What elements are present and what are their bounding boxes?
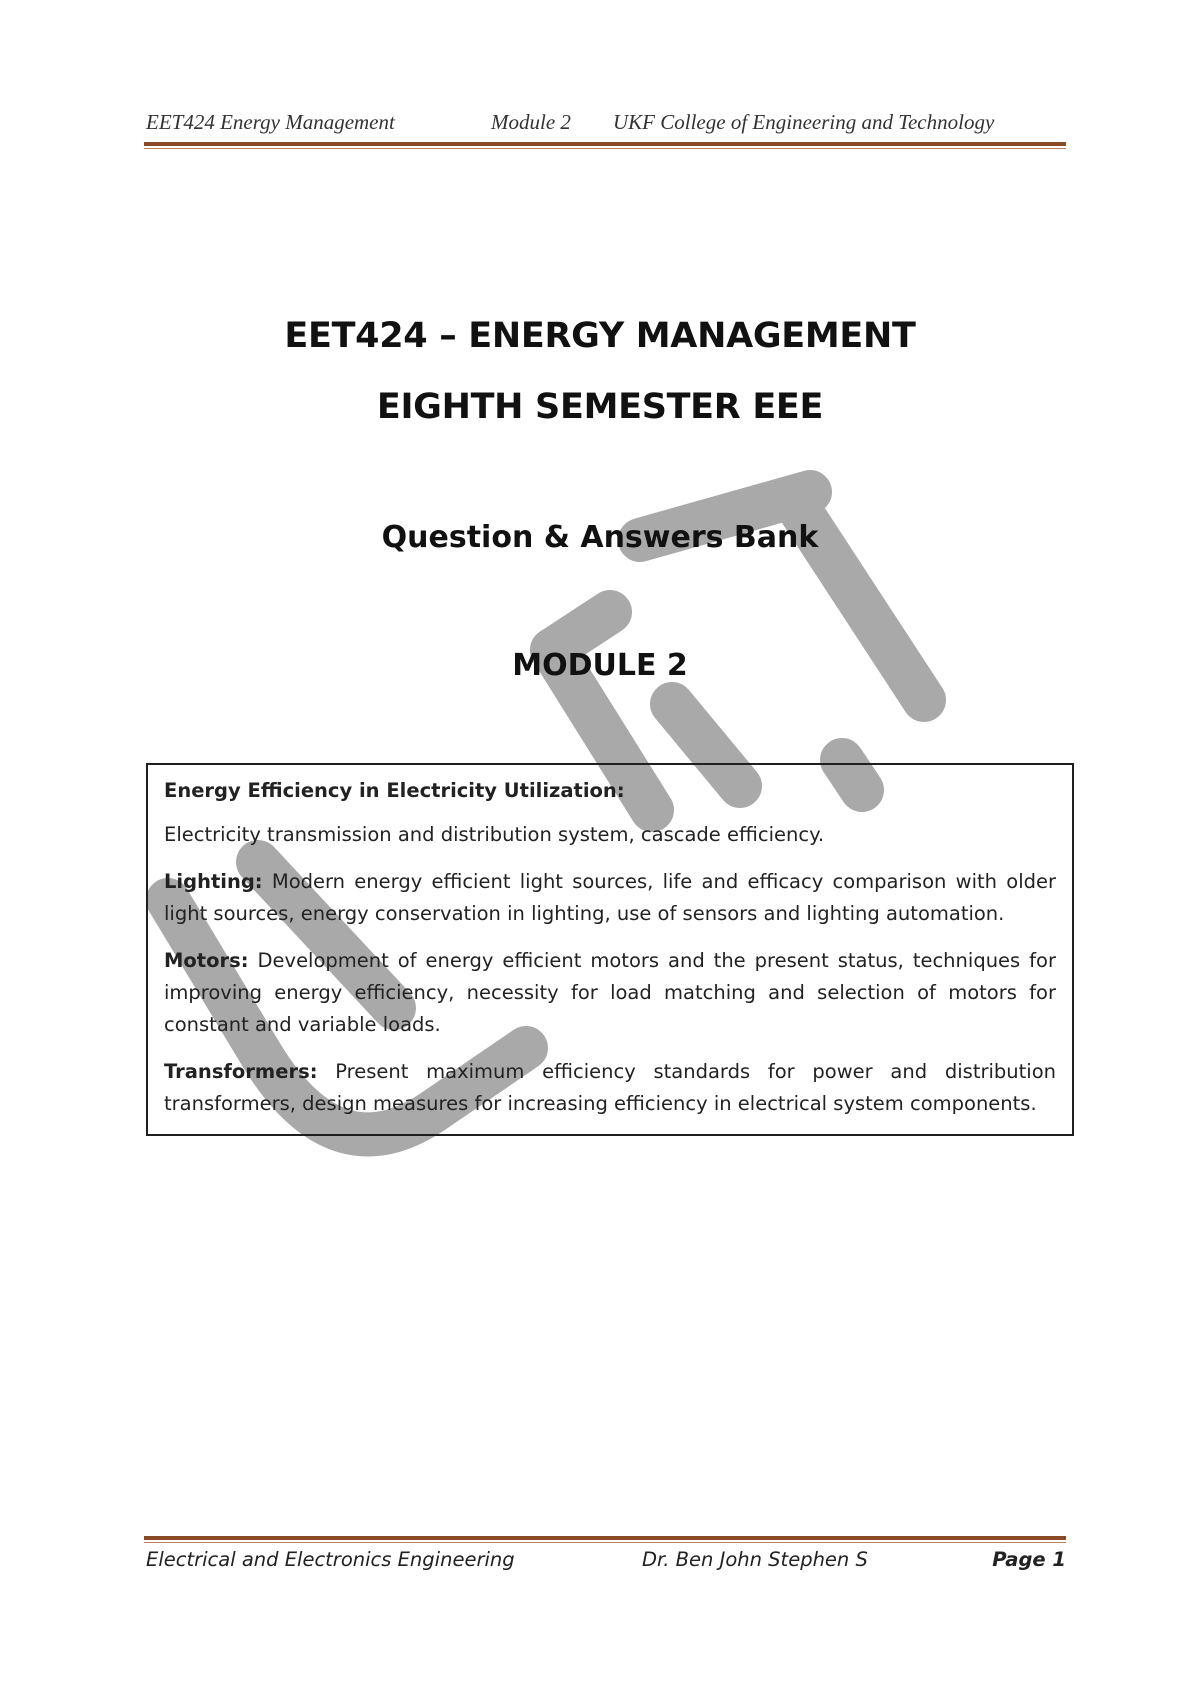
- watermark-letter-f-bar: [552, 612, 610, 650]
- syllabus-intro: Electricity transmission and distribution system, cascade efficiency.: [164, 823, 825, 846]
- header-module: Module 2: [491, 110, 571, 134]
- page-number: Page 1: [992, 1548, 1066, 1571]
- motors-label: Motors:: [164, 949, 249, 972]
- document-title: EET424 – ENERGY MANAGEMENT: [284, 316, 916, 356]
- lighting-text: Modern energy efficient light sources, life and efficacy comparison with older light sources, energy conservation in lighting, use of sensors and lighting automation.: [164, 870, 1056, 925]
- header-rule-thin: [144, 148, 1066, 149]
- syllabus-transformers: [164, 1056, 1056, 1120]
- footer-rule: [144, 1536, 1066, 1540]
- semester-title: EIGHTH SEMESTER EEE: [376, 387, 824, 427]
- syllabus-motors: [164, 945, 1056, 1041]
- footer-rule-thin: [144, 1542, 1066, 1543]
- subtitle: Question & Answers Bank: [381, 520, 819, 555]
- syllabus-lighting: [164, 866, 1056, 930]
- header-college: UKF College of Engineering and Technology: [613, 110, 995, 134]
- header-rule: [144, 142, 1066, 146]
- syllabus-box: [146, 763, 1074, 1136]
- motors-text: Development of energy efficient motors and the present status, techniques for improving energy efficiency, necessity for load matching and selection of motors for constant and variable loads.: [164, 949, 1056, 1036]
- running-header: [146, 110, 1066, 135]
- footer-department: Electrical and Electronics Engineering: [146, 1548, 515, 1571]
- module-title: MODULE 2: [512, 648, 688, 683]
- lighting-label: Lighting:: [164, 870, 263, 893]
- transformers-label: Transformers:: [164, 1060, 318, 1083]
- header-course: EET424 Energy Management: [146, 110, 395, 134]
- syllabus-heading: Energy Efficiency in Electricity Utilization:: [164, 779, 625, 802]
- footer-author: Dr. Ben John Stephen S: [642, 1548, 868, 1571]
- transformers-text: Present maximum efficiency standards for power and distribution transformers, design measures for increasing efficiency in electrical system components.: [164, 1060, 1056, 1115]
